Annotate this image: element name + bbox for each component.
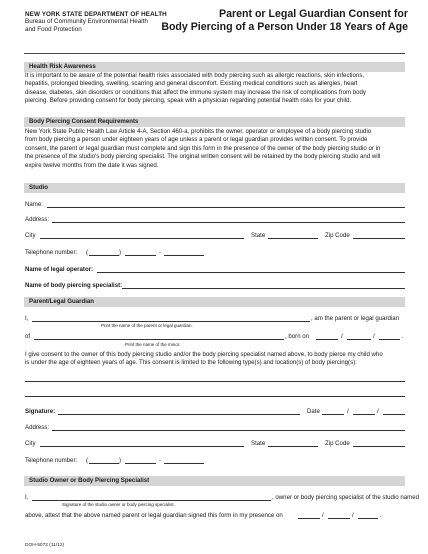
guardian-address-field[interactable]	[52, 430, 405, 431]
guardian-zip-label: Zip Code	[325, 440, 350, 447]
section-studio-owner	[24, 476, 405, 486]
owner-signature-field[interactable]	[32, 500, 271, 501]
paren-open: (	[86, 457, 89, 464]
studio-city-label: City	[25, 232, 36, 239]
period: .	[402, 333, 404, 340]
guardian-name-caption: Print the name of the parent or legal guardian.	[101, 323, 193, 328]
studio-state-field[interactable]	[268, 238, 318, 239]
owner-signature-caption: Signature of the studio owner or body piercing specialist.	[62, 502, 175, 507]
guardian-phone-line-field[interactable]	[164, 463, 204, 464]
para-line: disease, diabetes, skin disorders or conditions that affect the immune system may increase the risk of complications from body	[25, 88, 366, 96]
agency-block	[25, 11, 167, 33]
bureau-name: Bureau of Community Environmental Health	[25, 18, 148, 26]
form-title-line1: Parent or Legal Guardian Consent for	[219, 8, 408, 20]
piercing-type-line-2[interactable]	[25, 396, 405, 397]
section-consent-requirements	[24, 117, 405, 127]
header-rule	[24, 53, 405, 54]
guardian-state-field[interactable]	[268, 446, 318, 447]
bureau-name-cont: and Food Protection	[25, 25, 82, 33]
birth-day-field[interactable]	[347, 339, 371, 340]
guardian-address-label: Address:	[25, 424, 50, 431]
guardian-phone-area-field[interactable]	[89, 463, 119, 464]
paren-close: )	[119, 457, 122, 464]
dash: -	[159, 457, 162, 464]
birth-month-field[interactable]	[316, 339, 338, 340]
section-heading: Body Piercing Consent Requirements	[29, 118, 139, 125]
attest-text: above, attest that the above named parent or legal guardian signed this form in my presence on	[25, 512, 283, 519]
studio-zip-field[interactable]	[353, 238, 405, 239]
consent-text	[25, 351, 406, 368]
studio-phone-label: Telephone number:	[25, 249, 78, 256]
slash: /	[377, 408, 379, 415]
am-parent-text: , am the parent or legal guardian	[311, 315, 400, 322]
specialist-field[interactable]	[122, 288, 405, 289]
date-label: Date	[307, 408, 320, 415]
studio-phone-line-field[interactable]	[164, 255, 204, 256]
section-health-risk	[24, 62, 405, 72]
para-line: consent, the parent or legal guardian must complete and sign this form in the presence of the owner of the body piercing studio or in	[25, 144, 381, 152]
section-heading: Health Risk Awareness	[29, 63, 96, 70]
section-heading: Studio Owner or Body Piercing Specialist	[29, 477, 150, 484]
i-label: I,	[25, 494, 29, 501]
guardian-city-label: City	[25, 440, 36, 447]
para-line: hepatitis, prolonged bleeding, swelling, scarring and general discomfort. Existing medical conditions such as allergies, heart	[25, 80, 358, 88]
guardian-zip-field[interactable]	[353, 446, 405, 447]
owner-text: , owner or body piercing specialist of the studio named	[272, 494, 420, 501]
operator-label: Name of legal operator:	[25, 266, 94, 273]
health-risk-text	[25, 72, 406, 106]
form-title	[161, 8, 408, 34]
section-heading: Studio	[29, 184, 48, 191]
paren-close: )	[119, 249, 122, 256]
para-line: New York State Public Health Law Article 4-A, Section 460-a, prohibits the owner, operator or employee of a body piercing studio	[25, 128, 372, 135]
form-title-line2: Body Piercing of a Person Under 18 Years of Age	[161, 21, 408, 33]
attest-day-field[interactable]	[328, 518, 350, 519]
birth-year-field[interactable]	[379, 339, 400, 340]
para-line: expire twelve months from the date it was signed.	[25, 161, 159, 169]
requirements-text	[25, 128, 406, 170]
sign-day-field[interactable]	[353, 414, 375, 415]
studio-city-field[interactable]	[40, 238, 244, 239]
slash: /	[341, 333, 343, 340]
guardian-phone-label: Telephone number:	[25, 457, 78, 464]
specialist-label: Name of body piercing specialist:	[25, 282, 123, 289]
para-line: from body piercing a person under eighteen years of age unless a parent or legal guardian provides written consent. To provide	[25, 136, 368, 144]
guardian-name-field[interactable]	[32, 321, 310, 322]
slash: /	[352, 512, 354, 519]
section-guardian	[24, 297, 405, 307]
studio-address-label: Address:	[25, 216, 50, 223]
operator-field[interactable]	[97, 272, 405, 273]
sign-year-field[interactable]	[383, 414, 405, 415]
studio-state-label: State	[251, 232, 266, 239]
piercing-type-line-1[interactable]	[25, 381, 405, 382]
sign-month-field[interactable]	[322, 414, 344, 415]
of-label: of	[25, 333, 31, 340]
para-line: piercing. Before providing consent for body piercing, speak with a physician regarding potential health risks for your child.	[25, 97, 352, 105]
studio-name-field[interactable]	[47, 207, 405, 208]
studio-zip-label: Zip Code	[325, 232, 350, 239]
dash: -	[159, 249, 162, 256]
i-label: I,	[25, 315, 29, 322]
slash: /	[347, 408, 349, 415]
paren-open: (	[86, 249, 89, 256]
guardian-state-label: State	[251, 440, 266, 447]
attest-month-field[interactable]	[298, 518, 320, 519]
born-on-label: , born on	[285, 333, 310, 340]
form-number: DOH-5072 (11/12)	[25, 543, 65, 548]
attest-year-field[interactable]	[358, 518, 378, 519]
section-studio	[24, 183, 405, 193]
minor-name-caption: Print the name of the minor.	[125, 342, 181, 347]
guardian-signature-field[interactable]	[58, 414, 300, 415]
para-line: I give consent to the owner of this body piercing studio and/or the body piercing specialist named above, to body pierce my child who	[25, 351, 383, 358]
studio-address-field[interactable]	[52, 222, 405, 223]
period: .	[380, 512, 382, 519]
agency-name: NEW YORK STATE DEPARTMENT OF HEALTH	[25, 11, 167, 18]
guardian-phone-prefix-field[interactable]	[125, 463, 156, 464]
para-line: It is important to be aware of the potential health risks associated with body piercing such as allergic reactions, skin infections,	[25, 72, 365, 79]
studio-phone-area-field[interactable]	[89, 255, 119, 256]
slash: /	[322, 512, 324, 519]
studio-phone-prefix-field[interactable]	[125, 255, 156, 256]
para-line: is under the age of eighteen years of age. This consent is limited to the following type(s) and location(s) of body piercing(s):	[25, 359, 357, 367]
signature-label: Signature:	[25, 408, 56, 415]
studio-name-label: Name:	[25, 201, 43, 208]
slash: /	[373, 333, 375, 340]
para-line: the presence of the studio's body piercing specialist. The original written consent will be retained by the body piercing studio and will	[25, 153, 381, 161]
guardian-city-field[interactable]	[40, 446, 244, 447]
section-heading: Parent/Legal Guardian	[29, 298, 95, 305]
minor-name-field[interactable]	[34, 339, 284, 340]
